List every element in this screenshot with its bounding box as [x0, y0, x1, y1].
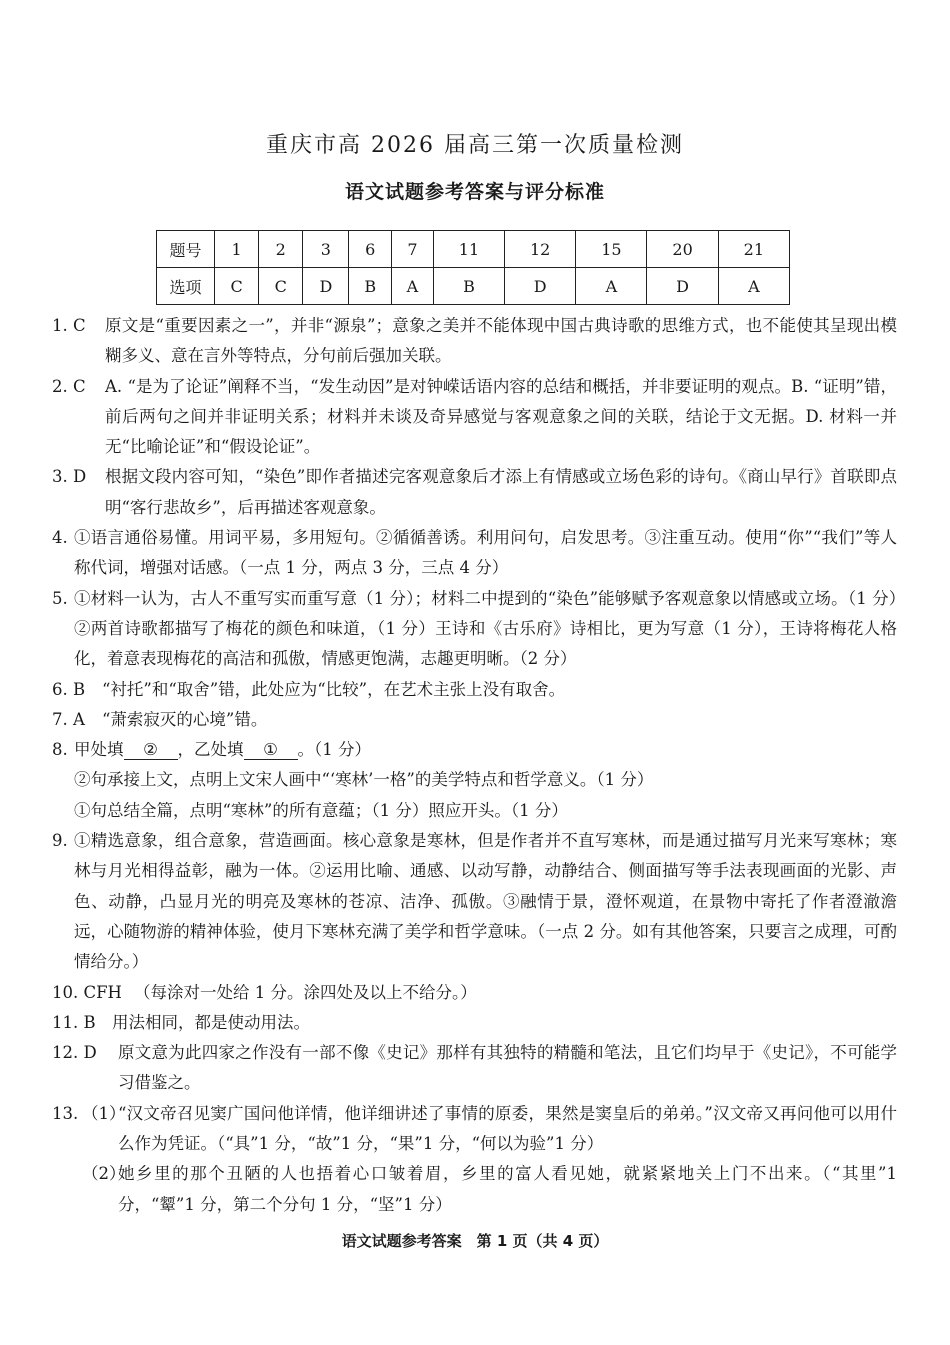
question-number: 20	[647, 231, 718, 268]
question-number: 11	[433, 231, 504, 268]
item-number: 12. D	[52, 1043, 97, 1063]
answer-item-9	[52, 826, 897, 977]
item-number: 7. A	[52, 709, 85, 729]
answer-table-row-numbers	[157, 231, 790, 268]
fill-blank-b: ①	[244, 741, 298, 760]
item-text: 原文意为此四家之作没有一部不像《史记》那样有其独特的精髓和笔法，且它们均早于《史记》，不可能学习借鉴之。	[118, 1043, 897, 1093]
answer-choice: D	[647, 268, 718, 305]
item-text: ①精选意象，组合意象，营造画面。核心意象是寒林，但是作者并不直写寒林，而是通过描写月光来写寒林；寒林与月光相得益彰，融为一体。②运用比喻、通感、以动写静，动静结合、侧面描写等手法表现画面的光影、声色、动静，凸显月光的明亮及寒林的苍凉、洁净、孤傲。③融情于景，澄怀观道，在景物中寄托了作者澄澈澹远，心随物游的精神体验，使月下寒林充满了美学和哲学意味。（一点 2 分。如有其他答案，只要言之成理，可酌情给分。）	[74, 831, 897, 972]
question-number: 2	[259, 231, 303, 268]
item-number: 4.	[52, 528, 73, 548]
item-text: ①语言通俗易懂。用词平易，多用短句。②循循善诱。利用问句，启发思考。③注重互动。使用“你”“我们”等人称代词，增强对话感。（一点 1 分，两点 3 分，三点 4 分）	[74, 528, 897, 578]
answer-item-1	[52, 311, 897, 372]
item-text: “衬托”和“取舍”错，此处应为“比较”，在艺术主张上没有取舍。	[102, 679, 566, 699]
answer-item-10	[52, 978, 897, 1008]
item-8-line-3: ①句总结全篇，点明“寒林”的所有意蕴；（1 分）照应开头。（1 分）	[74, 800, 568, 820]
item-text: 根据文段内容可知，“染色”即作者描述完客观意象后才添上有情感或立场色彩的诗句。《商山早行》首联即点明“客行悲故乡”，后再描述客观意象。	[105, 467, 897, 517]
document-subtitle: 语文试题参考答案与评分标准	[344, 181, 605, 203]
item-number: 9.	[52, 831, 73, 851]
item-number: 5.	[52, 588, 73, 608]
answer-choice: C	[259, 268, 303, 305]
item-text: “汉文帝召见窦广国问他详情，他详细讲述了事情的原委，果然是窦皇后的弟弟。”汉文帝又再问他可以用什么作为凭证。（“具”1 分，“故”1 分，“果”1 分，“何以为验”1 分）	[118, 1103, 897, 1154]
item-number: 3. D	[52, 467, 87, 487]
answer-item-11	[52, 1008, 897, 1038]
answer-choice: B	[433, 268, 504, 305]
answer-item-5	[52, 584, 897, 675]
fill-suffix: 。（1 分）	[297, 740, 371, 760]
item-text: ①材料一认为，古人不重写实而重写意（1 分）；材料二中提到的“染色”能够赋予客观意象以情感或立场。（1 分）②两首诗歌都描写了梅花的颜色和味道，（1 分）王诗和《古乐府》诗相比，更为写意（1 分），王诗将梅花人格化，着意表现梅花的高洁和孤傲，情感更饱满，志趣更明晰。（2 分）	[74, 588, 897, 669]
document-title: 重庆市高 2026 届高三第一次质量检测	[266, 133, 684, 158]
answer-item-3	[52, 462, 897, 523]
answer-item-12	[52, 1038, 897, 1099]
item-text: 她乡里的那个丑陋的人也捂着心口皱着眉，乡里的富人看见她，就紧紧地关上门不出来。（“其里”1 分，“颦”1 分，第二个分句 1 分，“坚”1 分）	[118, 1164, 897, 1214]
item-8-line-2: ②句承接上文，点明上文宋人画中“‘寒林’一格”的美学特点和哲学意义。（1 分）	[74, 770, 654, 790]
question-number: 15	[576, 231, 647, 268]
item-number: 11. B	[52, 1012, 96, 1032]
answer-choice: A	[576, 268, 647, 305]
question-number: 7	[392, 231, 434, 268]
answer-choice: D	[505, 268, 576, 305]
answer-table	[156, 230, 790, 305]
answer-item-6	[52, 675, 897, 705]
item-number: 2. C	[52, 376, 86, 396]
answer-table-row-answers	[157, 268, 790, 305]
page-footer: 语文试题参考答案 第 1 页（共 4 页）	[341, 1232, 609, 1250]
item-number: 1. C	[52, 316, 86, 335]
answer-choice: A	[718, 268, 789, 305]
answer-item-8	[52, 735, 897, 765]
item-text: A. “是为了论证”阐释不当，“发生动因”是对钟嵘话语内容的总结和概括，并非要证明的观点。B. “证明”错，前后两句之间并非证明关系；材料并未谈及奇异感觉与客观意象之间的关联，结论于文无据。D. 材料一并无“比喻论证”和“假设论证”。	[105, 376, 897, 457]
answer-explanations	[52, 311, 897, 1220]
question-number: 1	[215, 231, 259, 268]
answer-item-13-part-2	[52, 1159, 897, 1220]
answer-item-7	[52, 705, 897, 735]
answer-choice: C	[215, 268, 259, 305]
item-number: 10. CFH	[52, 982, 122, 1002]
answer-choice: D	[303, 268, 349, 305]
item-text: 原文是“重要因素之一”，并非“源泉”；意象之美并不能体现中国古典诗歌的思维方式，也不能使其呈现出模糊多义、意在言外等特点，分句前后强加关联。	[105, 316, 897, 366]
fill-label-a: 甲处填	[74, 740, 124, 760]
fill-label-b: ，乙处填	[177, 740, 244, 760]
fill-blank-a: ②	[124, 741, 178, 760]
question-number: 21	[718, 231, 789, 268]
item-text: “萧索寂灭的心境”错。	[102, 709, 268, 729]
answer-item-4	[52, 523, 897, 584]
question-number: 12	[505, 231, 576, 268]
item-text: 用法相同，都是使动用法。	[112, 1012, 310, 1032]
item-number: 8.	[52, 740, 73, 760]
question-number: 6	[349, 231, 392, 268]
answer-item-2	[52, 372, 897, 463]
answer-item-13	[52, 1099, 897, 1160]
sub-number: （2）	[82, 1164, 126, 1184]
row-label-answer: 选项	[157, 268, 215, 305]
question-number: 3	[303, 231, 349, 268]
row-label-number: 题号	[157, 231, 215, 268]
answer-choice: A	[392, 268, 434, 305]
answer-choice: B	[349, 268, 392, 305]
item-text: （每涂对一处给 1 分。涂四处及以上不给分。）	[134, 982, 477, 1002]
sub-number: （1）	[82, 1103, 126, 1123]
item-number: 13.	[52, 1103, 84, 1123]
item-number: 6. B	[52, 679, 86, 699]
